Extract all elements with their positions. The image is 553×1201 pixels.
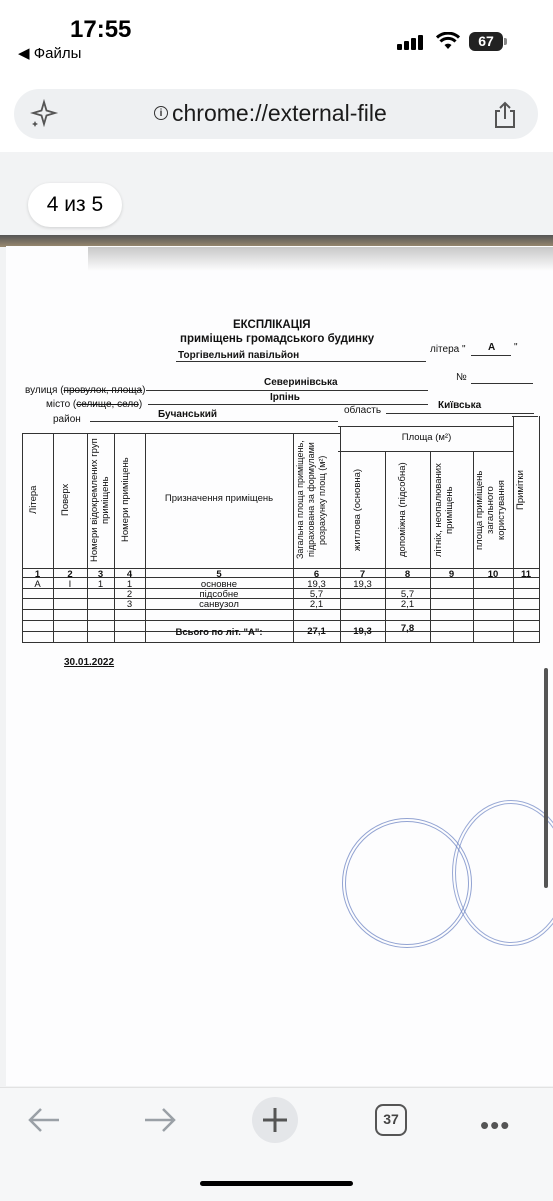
- underline: [386, 413, 534, 414]
- cellular-signal-icon: [397, 34, 427, 50]
- col-header-notes: Примітки: [515, 470, 526, 510]
- forward-arrow-icon[interactable]: [142, 1104, 178, 1136]
- total-auxiliary: 7,8: [400, 623, 415, 634]
- cell-group: 1: [97, 579, 104, 590]
- col-number: 7: [359, 569, 366, 580]
- underline: [176, 361, 426, 362]
- underline: [148, 404, 428, 405]
- cell-auxiliary: 5,7: [400, 589, 415, 600]
- cell-floor: I: [68, 579, 72, 590]
- litera-value: А: [488, 342, 496, 353]
- city-label: місто (селище, село): [46, 399, 143, 410]
- col-number: 10: [487, 569, 499, 580]
- number-label: №: [456, 372, 467, 383]
- clock: 17:55: [70, 16, 132, 43]
- street-value: Северинівська: [264, 377, 338, 388]
- doc-title: ЕКСПЛІКАЦІЯ: [233, 319, 311, 331]
- district-value: Бучанський: [158, 409, 218, 420]
- plus-icon: [252, 1097, 298, 1143]
- wifi-icon: [436, 32, 460, 50]
- cell-purpose: основне: [200, 579, 238, 590]
- col-header-summer: літніх, неопалюваних приміщень: [433, 463, 455, 557]
- cell-total: 19,3: [307, 579, 326, 590]
- cell-room: 2: [126, 589, 133, 600]
- col-number: 11: [520, 569, 532, 580]
- city-value: Ірпінь: [270, 392, 300, 403]
- share-icon[interactable]: [492, 100, 518, 130]
- site-info-icon[interactable]: i: [154, 106, 168, 120]
- col-header-living: житлова (основна): [352, 468, 363, 552]
- col-header-purpose: Призначення приміщень: [164, 493, 274, 504]
- url-text[interactable]: chrome://external-file: [172, 100, 387, 126]
- col-header-litera: Літера: [28, 485, 39, 515]
- col-header-common: площа приміщень загального користування: [474, 470, 507, 550]
- total-label: Всього по літ. "А":: [175, 627, 263, 638]
- back-to-files-link[interactable]: ◀ Файлы: [18, 45, 82, 62]
- col-number: 2: [67, 569, 73, 580]
- col-header-total-area: Загальна площа приміщень, підрахована за формулами розрахунку площ (м²): [295, 440, 327, 560]
- cell-room: 1: [126, 579, 133, 590]
- cell-total: 2,1: [309, 599, 324, 610]
- col-header-room-numbers: Номери приміщень: [120, 457, 131, 543]
- page-shadow: [88, 247, 553, 271]
- battery-icon: 67: [469, 32, 503, 51]
- cell-purpose: санвузол: [199, 599, 239, 610]
- col-number: 8: [404, 569, 411, 580]
- scrollbar[interactable]: [544, 668, 548, 888]
- region-label: область: [344, 405, 382, 416]
- total-area: 27,1: [307, 626, 326, 637]
- page-counter: 4 из 5: [28, 183, 122, 227]
- battery-tip: [504, 38, 507, 45]
- underline: [146, 390, 428, 391]
- col-number: 5: [216, 569, 222, 580]
- cell-total: 5,7: [309, 589, 324, 600]
- col-number: 1: [34, 569, 41, 580]
- col-number: 3: [97, 569, 104, 580]
- building-type: Торгівельний павільйон: [178, 350, 300, 361]
- tab-switcher-button[interactable]: 37: [375, 1104, 407, 1136]
- cell-auxiliary: 2,1: [400, 599, 415, 610]
- sparkle-icon[interactable]: [30, 99, 60, 129]
- cell-living: 19,3: [353, 579, 372, 590]
- col-header-groups: Номери відокремлених груп приміщень: [89, 438, 111, 562]
- col-number: 6: [313, 569, 320, 580]
- col-header-area-group: Площа (м²): [401, 432, 452, 443]
- underline: [90, 421, 338, 422]
- col-number: 9: [448, 569, 455, 580]
- total-living: 19,3: [353, 626, 372, 637]
- street-label: вулиця (провулок, площа): [25, 385, 146, 396]
- back-arrow-icon[interactable]: [26, 1104, 62, 1136]
- cell-room: 3: [126, 599, 133, 610]
- status-bar: [0, 0, 553, 72]
- cell-litera: А: [34, 579, 41, 590]
- litera-close: ": [514, 342, 518, 353]
- new-tab-button[interactable]: [252, 1097, 298, 1143]
- cell-purpose: підсобне: [199, 589, 239, 600]
- col-number: 4: [126, 569, 133, 580]
- col-header-auxiliary: допоміжна (підсобна): [397, 462, 408, 558]
- more-menu-button[interactable]: •••: [480, 1110, 511, 1140]
- district-label: район: [53, 414, 81, 425]
- col-header-floor: Поверх: [60, 483, 71, 517]
- litera-label: літера ": [430, 344, 466, 355]
- underline: [471, 355, 511, 356]
- document-date: 30.01.2022: [64, 657, 115, 668]
- home-indicator: [200, 1181, 353, 1186]
- doc-subtitle: приміщень громадського будинку: [180, 333, 375, 345]
- underline: [471, 383, 533, 384]
- region-value: Київська: [438, 400, 482, 411]
